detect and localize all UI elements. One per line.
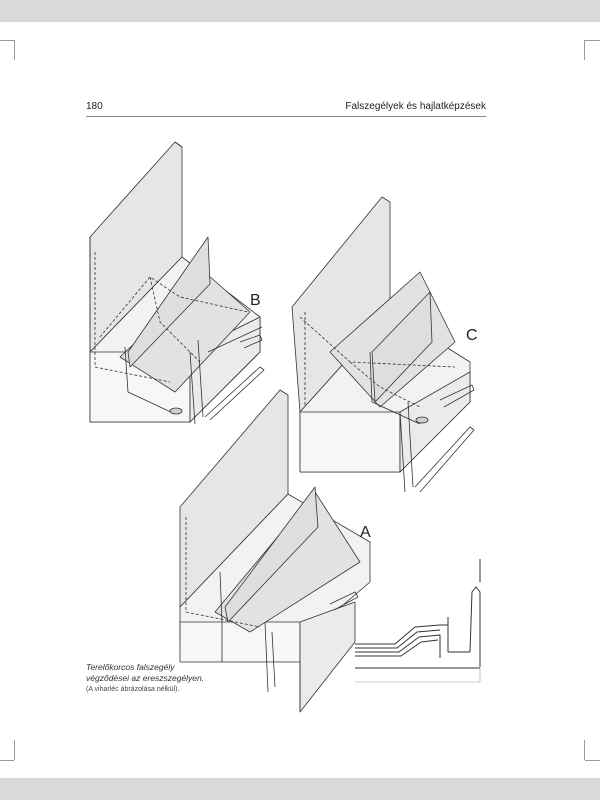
label-b: B bbox=[250, 292, 261, 309]
figure-caption bbox=[86, 662, 204, 695]
caption-line-1: Terelőkorcos falszegély bbox=[86, 662, 175, 672]
page-number: 180 bbox=[86, 101, 103, 112]
label-a: A bbox=[360, 524, 371, 541]
drawing-c bbox=[292, 197, 474, 492]
running-title: Falszegélyek és hajlatképzések bbox=[345, 101, 486, 112]
drawing-b bbox=[90, 142, 264, 424]
section-detail bbox=[355, 559, 480, 682]
book-page bbox=[0, 22, 600, 778]
label-c: C bbox=[466, 327, 478, 344]
caption-line-2: végződései az ereszszegélyen. bbox=[86, 673, 205, 683]
caption-line-3: (A viharléc ábrázolása nélkül). bbox=[86, 686, 180, 693]
